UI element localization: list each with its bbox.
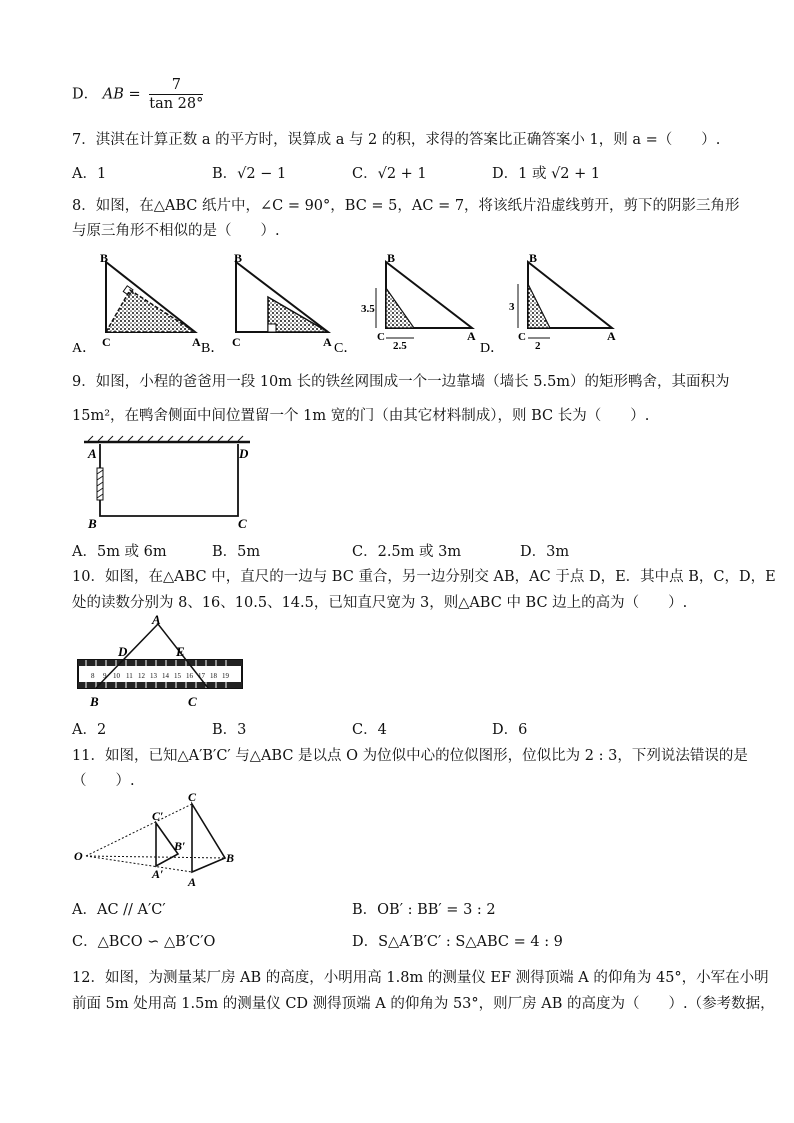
q11-option-c[interactable]: C．△BCO ∽ △B′C′O — [72, 934, 216, 950]
ruler-tick: 18 — [210, 672, 217, 680]
q8-stem-line1: 8．如图，在△ABC 纸片中，∠C = 90°，BC = 5，AC = 7，将该纸片沿虚线剪开，剪下的阴影三角形 — [72, 198, 740, 214]
q10-stem-line2: 处的读数分别为 8、16、10.5、14.5，已知直尺宽为 3，则△ABC 中 BC 边上的高为（ ）. — [72, 595, 688, 611]
label-b-prime: B′ — [174, 839, 186, 853]
label-a: A — [88, 446, 97, 461]
label-a-prime: A′ — [152, 867, 164, 881]
q8-option-c[interactable]: C． — [334, 341, 358, 356]
ruler-tick: 11 — [126, 672, 133, 680]
label-c: C — [102, 335, 111, 349]
label-d: D — [118, 644, 128, 659]
q8-figures — [68, 248, 628, 356]
label-a: A — [152, 612, 161, 627]
q7-option-c[interactable]: C．√2 + 1 — [352, 166, 427, 182]
ruler-tick: 12 — [138, 672, 145, 680]
q9-stem-line2: 15m²，在鸭舍侧面中间位置留一个 1m 宽的门（由其它材料制成），则 BC 长为（ ）. — [72, 408, 650, 424]
q11-figure — [70, 790, 250, 890]
label-a: A — [323, 335, 332, 349]
label-b: B — [387, 251, 396, 265]
q8-figure-a — [72, 251, 201, 356]
label-2: 2 — [535, 340, 541, 352]
label-a: A — [607, 329, 616, 343]
q10-option-b[interactable]: B．3 — [212, 722, 247, 738]
label-e: E — [176, 644, 185, 659]
label-3: 3 — [509, 301, 515, 313]
label-a: A — [467, 329, 476, 343]
q10-option-d[interactable]: D．6 — [492, 722, 528, 738]
label-c: C — [232, 335, 241, 349]
label-c: C — [188, 694, 197, 709]
fraction-numerator: 7 — [149, 76, 203, 95]
q7-option-d[interactable]: D．1 或 √2 + 1 — [492, 166, 601, 182]
q10-option-a[interactable]: A．2 — [72, 722, 107, 738]
q9-stem-line1: 9．如图，小程的爸爸用一段 10m 长的铁丝网围成一个一边靠墙（墙长 5.5m）的矩形鸭舍，其面积为 — [72, 374, 730, 390]
ruler-tick: 19 — [222, 672, 229, 680]
label-b: B — [529, 251, 538, 265]
q11-stem-line1: 11．如图，已知△A′B′C′ 与△ABC 是以点 O 为位似中心的位似图形，位似比为 2 : 3，下列说法错误的是 — [72, 748, 748, 764]
q11-option-d[interactable]: D．S△A′B′C′ : S△ABC = 4 : 9 — [352, 934, 563, 950]
ruler-tick: 8 — [91, 672, 95, 680]
fraction — [149, 76, 203, 113]
ruler-tick: 10 — [113, 672, 120, 680]
ruler-tick: 16 — [186, 672, 193, 680]
ruler-tick: 17 — [198, 672, 205, 680]
q7-option-a[interactable]: A．1 — [72, 166, 107, 182]
q8-stem-line2: 与原三角形不相似的是（ ）. — [72, 223, 280, 239]
q6-option-d[interactable] — [72, 76, 203, 113]
label-c: C — [238, 516, 247, 530]
label-c: C — [518, 331, 526, 343]
q8-figure-c — [334, 251, 476, 356]
q6-option-d-lhs: AB = — [102, 86, 141, 103]
q10-option-c[interactable]: C．4 — [352, 722, 387, 738]
label-a: A — [188, 875, 197, 889]
q8-option-b[interactable]: B． — [201, 341, 225, 356]
q11-option-b[interactable]: B．OB′ : BB′ = 3 : 2 — [352, 902, 496, 918]
q9-option-d[interactable]: D．3m — [520, 544, 570, 560]
label-a: A — [192, 335, 201, 349]
fraction-denominator: tan 28° — [149, 96, 204, 112]
ruler-tick: 9 — [103, 672, 107, 680]
label-c: C — [377, 331, 385, 343]
q8-figure-b — [201, 251, 332, 356]
q10-figure — [76, 612, 246, 710]
ruler-tick: 15 — [174, 672, 181, 680]
q12-stem-line1: 12．如图，为测量某厂房 AB 的高度，小明用高 1.8m 的测量仪 EF 测得顶端 A 的仰角为 45°，小军在小明 — [72, 970, 769, 986]
ruler-tick: 14 — [162, 672, 169, 680]
ruler-tick: 13 — [150, 672, 157, 680]
label-c-prime: C′ — [152, 809, 164, 823]
label-c: C — [188, 790, 197, 804]
q12-stem-line2: 前面 5m 处用高 1.5m 的测量仪 CD 测得顶端 A 的仰角为 53°，则厂房 AB 的高度为（ ）.（参考数据， — [72, 996, 775, 1012]
label-b: B — [88, 516, 97, 530]
q9-option-b[interactable]: B．5m — [212, 544, 261, 560]
q6-option-d-label: D． — [72, 86, 99, 103]
q8-figure-d — [480, 251, 616, 356]
label-b: B — [100, 251, 109, 265]
q9-figure — [80, 434, 260, 530]
label-2-5: 2.5 — [393, 340, 407, 352]
q11-stem-line2: （ ）. — [72, 773, 135, 789]
label-3-5: 3.5 — [361, 303, 375, 315]
label-b: B — [90, 694, 99, 709]
q10-stem-line1: 10．如图，在△ABC 中，直尺的一边与 BC 重合，另一边分别交 AB，AC 于点 D，E．其中点 B，C，D，E — [72, 569, 776, 585]
q7-stem: 7．淇淇在计算正数 a 的平方时，误算成 a 与 2 的积，求得的答案比正确答案小 1，则 a =（ ）. — [72, 132, 721, 148]
q7-option-b[interactable]: B．√2 − 1 — [212, 166, 287, 182]
label-d: D — [239, 446, 249, 461]
q11-option-a[interactable]: A．AC // A′C′ — [72, 902, 166, 918]
q8-option-a[interactable]: A． — [72, 341, 97, 356]
label-b: B — [226, 851, 235, 865]
label-o: O — [74, 849, 83, 863]
q9-option-c[interactable]: C．2.5m 或 3m — [352, 544, 462, 560]
label-b: B — [234, 251, 243, 265]
q8-option-d[interactable]: D． — [480, 341, 505, 356]
q9-option-a[interactable]: A．5m 或 6m — [72, 544, 167, 560]
